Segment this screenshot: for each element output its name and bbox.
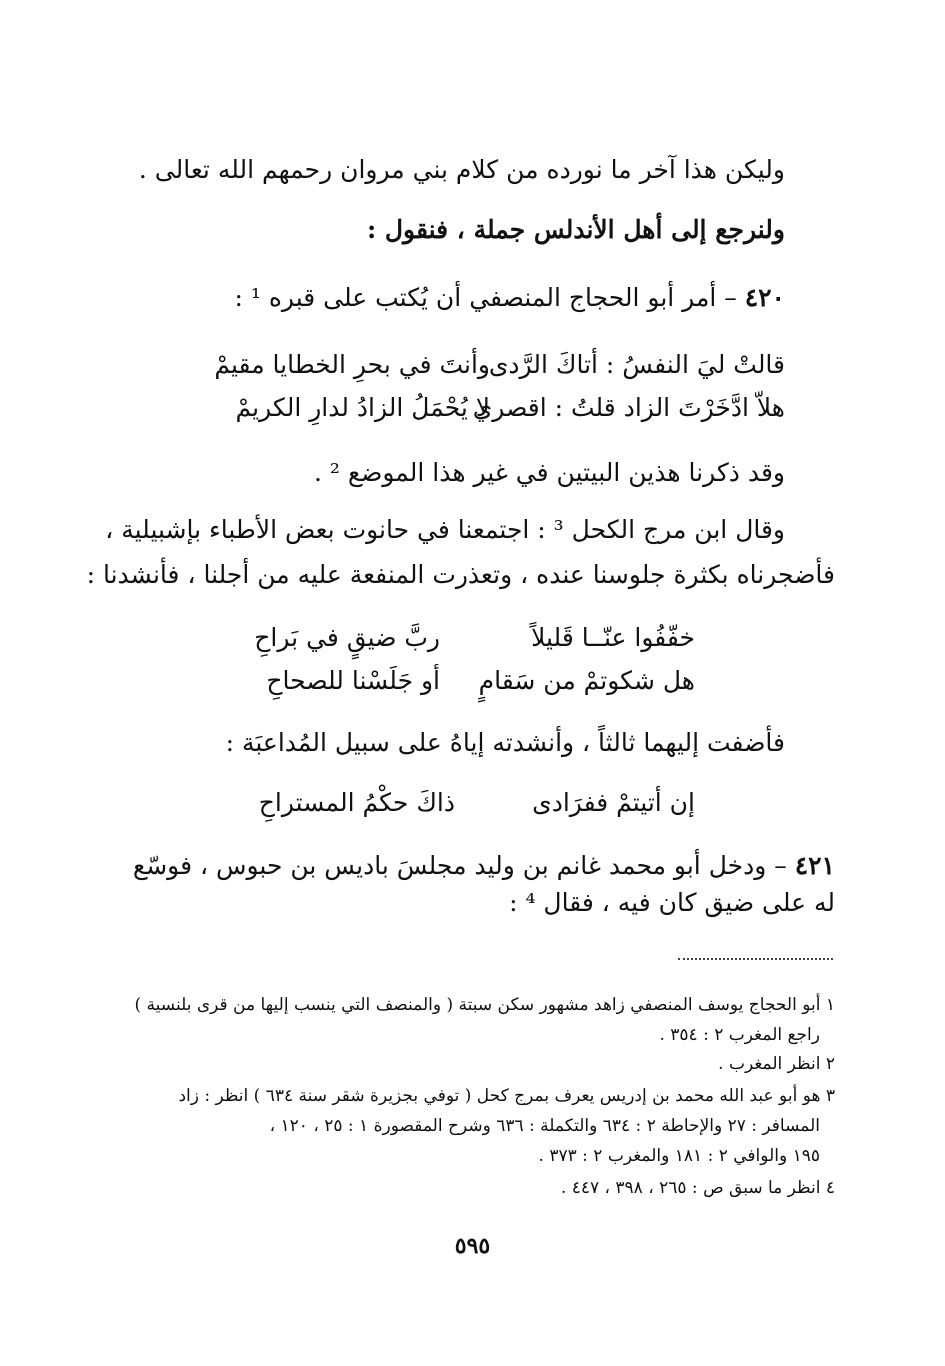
footnote-3-line1: ٣ هو أبو عبد الله محمد بن إدريس يعرف بمرج كحل ( توفي بجزيرة شقر سنة ٦٣٤ ) انظر : زاد xyxy=(178,1086,835,1106)
verse-3-second-hemistich: ربَّ ضيقٍ في بَراحِ xyxy=(254,623,440,652)
paragraph-ibn-marj-line2: فأضجرناه بكثرة جلوسنا عنده ، وتعذرت المنفعة عليه من أجلنا ، فأنشدنا : xyxy=(86,560,835,589)
footnote-separator xyxy=(678,958,833,960)
entry-420-text: – أمر أبو الحجاج المنصفي أن يُكتب على قبره ¹ : xyxy=(234,283,737,312)
entry-421-text: – ودخل أبو محمد غانم بن وليد مجلسَ باديس بن حبوس ، فوسّع xyxy=(132,851,787,880)
verse-3-first-hemistich: خفّفُوا عنّــا قَليلاً xyxy=(531,623,695,652)
verse-4-first-hemistich: هل شكوتمْ من سَقامٍ xyxy=(478,666,695,695)
paragraph-third-verse-intro: فأضفت إليهما ثالثاً ، وأنشدته إياهُ على سبيل المُداعبَة : xyxy=(225,728,785,757)
entry-421-line2: له على ضيق كان فيه ، فقال ⁴ : xyxy=(509,888,835,917)
footnote-1-line2: راجع المغرب ٢ : ٣٥٤ . xyxy=(659,1025,820,1045)
entry-number-420: ٤٢٠ xyxy=(744,283,785,312)
verse-4-second-hemistich: أو جَلَسْنا للصحاحِ xyxy=(266,666,440,695)
paragraph-mentioned-before: وقد ذكرنا هذين البيتين في غير هذا الموضع ² . xyxy=(313,458,785,487)
verse-5-second-hemistich: ذاكَ حكْمُ المستراحِ xyxy=(258,788,455,817)
page-number: ٥٩٥ xyxy=(454,1233,491,1259)
footnote-3-line2: المسافر : ٢٧ والإحاطة ٢ : ٦٣٤ والتكملة : ٦٣٦ وشرح المقصورة ١ : ٢٥ ، ١٢٠ ، xyxy=(269,1116,820,1136)
paragraph-closing-umayyads: وليكن هذا آخر ما نورده من كلام بني مروان رحمهم الله تعالى . xyxy=(138,155,785,184)
footnote-2: ٢ انظر المغرب . xyxy=(718,1054,835,1074)
entry-421-line1 xyxy=(133,848,835,884)
verse-2-second-hemistich: لا يُحْمَلُ الزادُ لدارِ الكريمْ xyxy=(235,393,490,422)
verse-1-second-hemistich: وأنتَ في بحرِ الخطايا مقيمْ xyxy=(214,350,490,379)
entry-number-421: ٤٢١ xyxy=(794,851,835,880)
footnote-3-line3: ١٩٥ والوافي ٢ : ١٨١ والمغرب ٢ : ٣٧٣ . xyxy=(538,1146,820,1166)
footnote-4: ٤ انظر ما سبق ص : ٢٦٥ ، ٣٩٨ ، ٤٤٧ . xyxy=(560,1178,835,1198)
verse-1-first-hemistich: قالتْ ليَ النفسُ : أتاكَ الرَّدى xyxy=(488,350,785,379)
paragraph-andalusians-heading: ولنرجع إلى أهل الأندلس جملة ، فنقول : xyxy=(366,215,785,244)
footnote-1-line1: ١ أبو الحجاج يوسف المنصفي زاهد مشهور سكن سبتة ( والمنصف التي ينسب إليها من قرى بلنسية ) xyxy=(134,995,835,1015)
paragraph-ibn-marj-line1: وقال ابن مرج الكحل ³ : اجتمعنا في حانوت بعض الأطباء بإشبيلية ، xyxy=(105,515,785,544)
entry-420 xyxy=(234,280,785,316)
verse-2-first-hemistich: هلاّ ادَّخَرْتَ الزاد قلتُ : اقصري xyxy=(472,393,785,422)
verse-5-first-hemistich: إن أتيتمْ ففرَادى xyxy=(532,788,695,817)
